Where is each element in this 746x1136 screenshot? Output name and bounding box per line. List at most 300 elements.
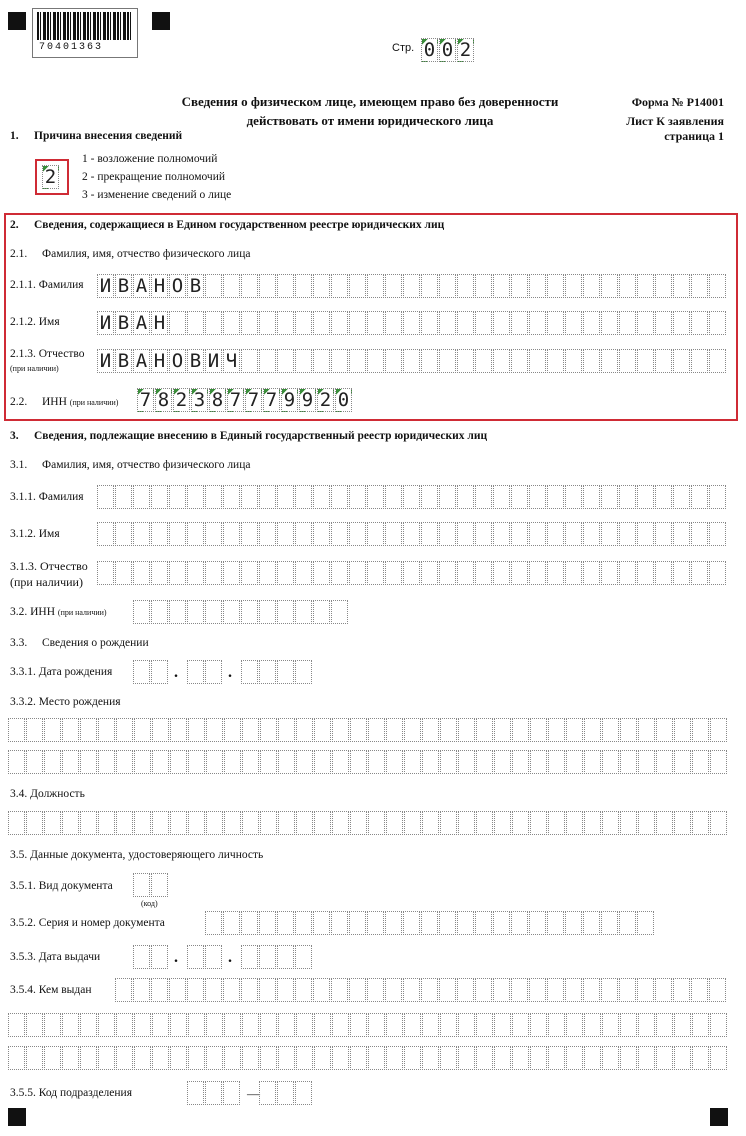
- input-cell[interactable]: [548, 750, 565, 774]
- input-cell[interactable]: [620, 1013, 637, 1037]
- input-cell[interactable]: [404, 718, 421, 742]
- input-cell[interactable]: [259, 522, 276, 546]
- input-cell[interactable]: [566, 811, 583, 835]
- input-cell[interactable]: [295, 911, 312, 935]
- input-cell[interactable]: [241, 945, 258, 969]
- input-cell[interactable]: [439, 978, 456, 1002]
- input-cell[interactable]: [151, 561, 168, 585]
- input-cell[interactable]: [152, 750, 169, 774]
- input-cell[interactable]: [205, 911, 222, 935]
- input-cell[interactable]: [260, 1046, 277, 1070]
- input-cell[interactable]: [475, 485, 492, 509]
- input-cell[interactable]: [313, 485, 330, 509]
- input-cell[interactable]: [115, 561, 132, 585]
- input-cell[interactable]: [547, 561, 564, 585]
- input-cell[interactable]: [44, 811, 61, 835]
- input-cell[interactable]: [529, 311, 546, 335]
- input-cell[interactable]: [277, 911, 294, 935]
- input-cell[interactable]: [601, 274, 618, 298]
- input-cell[interactable]: [655, 561, 672, 585]
- input-cell[interactable]: [547, 911, 564, 935]
- input-cell[interactable]: [493, 311, 510, 335]
- input-cell[interactable]: [475, 349, 492, 373]
- input-cell[interactable]: А: [133, 349, 150, 373]
- input-cell[interactable]: [566, 718, 583, 742]
- input-cell[interactable]: [403, 349, 420, 373]
- input-cell[interactable]: [421, 311, 438, 335]
- input-cell[interactable]: [259, 561, 276, 585]
- input-cell[interactable]: [404, 811, 421, 835]
- input-cell[interactable]: [8, 811, 25, 835]
- input-cell[interactable]: [673, 522, 690, 546]
- input-cell[interactable]: [331, 978, 348, 1002]
- input-cell[interactable]: [80, 811, 97, 835]
- input-cell[interactable]: [187, 561, 204, 585]
- input-cell[interactable]: [440, 1046, 457, 1070]
- input-cell[interactable]: [188, 750, 205, 774]
- input-cell[interactable]: В: [115, 349, 132, 373]
- input-cell[interactable]: [493, 561, 510, 585]
- input-cell[interactable]: [601, 911, 618, 935]
- input-cell[interactable]: [403, 522, 420, 546]
- input-cell[interactable]: [529, 522, 546, 546]
- input-cell[interactable]: [493, 274, 510, 298]
- input-cell[interactable]: [332, 718, 349, 742]
- input-cell[interactable]: [638, 811, 655, 835]
- input-cell[interactable]: [331, 600, 348, 624]
- input-cell[interactable]: [187, 485, 204, 509]
- input-cell[interactable]: [403, 311, 420, 335]
- input-cell[interactable]: [512, 750, 529, 774]
- input-cell[interactable]: [170, 1013, 187, 1037]
- input-cell[interactable]: [709, 522, 726, 546]
- input-cell[interactable]: [691, 522, 708, 546]
- input-cell[interactable]: [242, 1046, 259, 1070]
- input-cell[interactable]: [511, 349, 528, 373]
- input-cell[interactable]: [152, 811, 169, 835]
- input-cell[interactable]: [710, 750, 727, 774]
- input-cell[interactable]: [332, 750, 349, 774]
- input-cell[interactable]: [638, 1013, 655, 1037]
- input-cell[interactable]: [44, 750, 61, 774]
- input-cell[interactable]: [278, 1013, 295, 1037]
- page-digit-cell[interactable]: 0: [439, 38, 456, 62]
- input-cell[interactable]: [655, 485, 672, 509]
- input-cell[interactable]: [349, 561, 366, 585]
- input-cell[interactable]: [296, 811, 313, 835]
- input-cell[interactable]: [314, 750, 331, 774]
- input-cell[interactable]: [530, 718, 547, 742]
- input-cell[interactable]: [619, 911, 636, 935]
- input-cell[interactable]: [530, 1013, 547, 1037]
- input-cell[interactable]: [440, 718, 457, 742]
- input-cell[interactable]: [619, 978, 636, 1002]
- input-cell[interactable]: 2: [173, 388, 190, 412]
- input-cell[interactable]: [349, 522, 366, 546]
- input-cell[interactable]: [583, 311, 600, 335]
- input-cell[interactable]: [313, 311, 330, 335]
- input-cell[interactable]: В: [187, 349, 204, 373]
- input-cell[interactable]: [44, 1046, 61, 1070]
- input-cell[interactable]: [565, 522, 582, 546]
- input-cell[interactable]: [278, 811, 295, 835]
- input-cell[interactable]: [26, 1046, 43, 1070]
- input-cell[interactable]: [530, 811, 547, 835]
- input-cell[interactable]: [368, 1013, 385, 1037]
- input-cell[interactable]: [619, 311, 636, 335]
- input-cell[interactable]: [62, 718, 79, 742]
- input-cell[interactable]: В: [115, 274, 132, 298]
- input-cell[interactable]: [151, 522, 168, 546]
- input-cell[interactable]: [224, 1013, 241, 1037]
- input-cell[interactable]: [386, 718, 403, 742]
- input-cell[interactable]: [403, 978, 420, 1002]
- input-cell[interactable]: [367, 561, 384, 585]
- input-cell[interactable]: [313, 522, 330, 546]
- input-cell[interactable]: [439, 311, 456, 335]
- input-cell[interactable]: 0: [335, 388, 352, 412]
- input-cell[interactable]: [224, 1046, 241, 1070]
- input-cell[interactable]: [242, 718, 259, 742]
- input-cell[interactable]: [529, 349, 546, 373]
- input-cell[interactable]: [494, 1013, 511, 1037]
- input-cell[interactable]: [512, 1046, 529, 1070]
- input-cell[interactable]: [421, 349, 438, 373]
- input-cell[interactable]: [493, 911, 510, 935]
- input-cell[interactable]: [386, 750, 403, 774]
- input-cell[interactable]: [169, 311, 186, 335]
- input-cell[interactable]: [385, 349, 402, 373]
- input-cell[interactable]: [529, 911, 546, 935]
- input-cell[interactable]: [295, 561, 312, 585]
- input-cell[interactable]: [602, 750, 619, 774]
- input-cell[interactable]: [152, 718, 169, 742]
- input-cell[interactable]: [277, 660, 294, 684]
- input-cell[interactable]: [133, 978, 150, 1002]
- input-cell[interactable]: [296, 750, 313, 774]
- input-cell[interactable]: [277, 274, 294, 298]
- input-cell[interactable]: [367, 311, 384, 335]
- input-cell[interactable]: [655, 311, 672, 335]
- input-cell[interactable]: [277, 1081, 294, 1105]
- input-cell[interactable]: [655, 349, 672, 373]
- input-cell[interactable]: [619, 485, 636, 509]
- input-cell[interactable]: [439, 485, 456, 509]
- input-cell[interactable]: [26, 718, 43, 742]
- input-cell[interactable]: [349, 274, 366, 298]
- input-cell[interactable]: [368, 811, 385, 835]
- input-cell[interactable]: [206, 1013, 223, 1037]
- input-cell[interactable]: [457, 978, 474, 1002]
- input-cell[interactable]: [439, 522, 456, 546]
- input-cell[interactable]: [674, 1046, 691, 1070]
- input-cell[interactable]: [475, 911, 492, 935]
- input-cell[interactable]: [367, 911, 384, 935]
- input-cell[interactable]: [656, 1013, 673, 1037]
- input-cell[interactable]: [385, 978, 402, 1002]
- input-cell[interactable]: [566, 1046, 583, 1070]
- input-cell[interactable]: [80, 718, 97, 742]
- input-cell[interactable]: [638, 1046, 655, 1070]
- input-cell[interactable]: [709, 978, 726, 1002]
- input-cell[interactable]: [98, 1046, 115, 1070]
- input-cell[interactable]: [367, 274, 384, 298]
- input-cell[interactable]: [403, 911, 420, 935]
- input-cell[interactable]: [655, 274, 672, 298]
- input-cell[interactable]: [134, 1046, 151, 1070]
- input-cell[interactable]: [8, 750, 25, 774]
- input-cell[interactable]: [241, 561, 258, 585]
- input-cell[interactable]: [637, 274, 654, 298]
- input-cell[interactable]: [385, 311, 402, 335]
- input-cell[interactable]: [511, 522, 528, 546]
- input-cell[interactable]: [457, 522, 474, 546]
- input-cell[interactable]: [314, 1013, 331, 1037]
- input-cell[interactable]: [583, 349, 600, 373]
- input-cell[interactable]: [134, 718, 151, 742]
- input-cell[interactable]: [277, 600, 294, 624]
- input-cell[interactable]: [655, 978, 672, 1002]
- reason-cell[interactable]: 2: [42, 165, 59, 189]
- input-cell[interactable]: [620, 750, 637, 774]
- input-cell[interactable]: [584, 750, 601, 774]
- input-cell[interactable]: [206, 750, 223, 774]
- input-cell[interactable]: [277, 311, 294, 335]
- input-cell[interactable]: [692, 750, 709, 774]
- input-cell[interactable]: [620, 718, 637, 742]
- input-cell[interactable]: [313, 349, 330, 373]
- input-cell[interactable]: 7: [245, 388, 262, 412]
- input-cell[interactable]: [457, 485, 474, 509]
- input-cell[interactable]: [223, 911, 240, 935]
- input-cell[interactable]: [691, 485, 708, 509]
- input-cell[interactable]: [403, 561, 420, 585]
- input-cell[interactable]: [493, 978, 510, 1002]
- input-cell[interactable]: [170, 811, 187, 835]
- input-cell[interactable]: [494, 811, 511, 835]
- input-cell[interactable]: [692, 1046, 709, 1070]
- input-cell[interactable]: [278, 1046, 295, 1070]
- input-cell[interactable]: [331, 274, 348, 298]
- input-cell[interactable]: [547, 274, 564, 298]
- input-cell[interactable]: [691, 274, 708, 298]
- input-cell[interactable]: И: [205, 349, 222, 373]
- input-cell[interactable]: [277, 349, 294, 373]
- input-cell[interactable]: [673, 978, 690, 1002]
- input-cell[interactable]: [475, 522, 492, 546]
- input-cell[interactable]: [619, 274, 636, 298]
- input-cell[interactable]: [116, 1046, 133, 1070]
- input-cell[interactable]: [368, 750, 385, 774]
- input-cell[interactable]: [547, 485, 564, 509]
- input-cell[interactable]: [367, 978, 384, 1002]
- input-cell[interactable]: [278, 750, 295, 774]
- input-cell[interactable]: [548, 718, 565, 742]
- input-cell[interactable]: [565, 274, 582, 298]
- input-cell[interactable]: 9: [281, 388, 298, 412]
- input-cell[interactable]: [673, 274, 690, 298]
- input-cell[interactable]: 7: [137, 388, 154, 412]
- input-cell[interactable]: [314, 718, 331, 742]
- input-cell[interactable]: [403, 485, 420, 509]
- input-cell[interactable]: [133, 600, 150, 624]
- input-cell[interactable]: [296, 1013, 313, 1037]
- input-cell[interactable]: О: [169, 274, 186, 298]
- input-cell[interactable]: [80, 1013, 97, 1037]
- input-cell[interactable]: 7: [227, 388, 244, 412]
- input-cell[interactable]: [259, 1081, 276, 1105]
- input-cell[interactable]: [422, 718, 439, 742]
- input-cell[interactable]: [674, 811, 691, 835]
- input-cell[interactable]: [403, 274, 420, 298]
- input-cell[interactable]: [385, 522, 402, 546]
- input-cell[interactable]: [314, 811, 331, 835]
- input-cell[interactable]: [691, 561, 708, 585]
- input-cell[interactable]: [8, 1013, 25, 1037]
- input-cell[interactable]: [440, 811, 457, 835]
- input-cell[interactable]: [98, 1013, 115, 1037]
- input-cell[interactable]: [367, 485, 384, 509]
- input-cell[interactable]: [565, 311, 582, 335]
- input-cell[interactable]: [133, 945, 150, 969]
- input-cell[interactable]: [296, 1046, 313, 1070]
- input-cell[interactable]: [584, 1046, 601, 1070]
- input-cell[interactable]: [710, 1013, 727, 1037]
- input-cell[interactable]: [97, 561, 114, 585]
- input-cell[interactable]: [133, 660, 150, 684]
- input-cell[interactable]: [241, 311, 258, 335]
- input-cell[interactable]: [350, 811, 367, 835]
- input-cell[interactable]: [493, 485, 510, 509]
- input-cell[interactable]: [421, 274, 438, 298]
- input-cell[interactable]: [458, 750, 475, 774]
- input-cell[interactable]: [602, 718, 619, 742]
- input-cell[interactable]: [133, 522, 150, 546]
- input-cell[interactable]: [494, 750, 511, 774]
- input-cell[interactable]: [656, 718, 673, 742]
- input-cell[interactable]: [187, 311, 204, 335]
- input-cell[interactable]: [439, 911, 456, 935]
- input-cell[interactable]: [602, 811, 619, 835]
- input-cell[interactable]: [169, 600, 186, 624]
- input-cell[interactable]: [62, 1013, 79, 1037]
- input-cell[interactable]: [350, 718, 367, 742]
- input-cell[interactable]: [475, 274, 492, 298]
- input-cell[interactable]: [206, 718, 223, 742]
- input-cell[interactable]: [386, 1013, 403, 1037]
- input-cell[interactable]: [386, 1046, 403, 1070]
- input-cell[interactable]: В: [187, 274, 204, 298]
- input-cell[interactable]: [205, 274, 222, 298]
- input-cell[interactable]: [494, 1046, 511, 1070]
- input-cell[interactable]: [98, 811, 115, 835]
- input-cell[interactable]: [260, 750, 277, 774]
- input-cell[interactable]: [673, 311, 690, 335]
- input-cell[interactable]: [44, 718, 61, 742]
- input-cell[interactable]: [421, 485, 438, 509]
- input-cell[interactable]: [422, 1046, 439, 1070]
- input-cell[interactable]: [475, 978, 492, 1002]
- input-cell[interactable]: [440, 750, 457, 774]
- input-cell[interactable]: [404, 1046, 421, 1070]
- input-cell[interactable]: [116, 811, 133, 835]
- input-cell[interactable]: [512, 811, 529, 835]
- input-cell[interactable]: [295, 600, 312, 624]
- input-cell[interactable]: 8: [155, 388, 172, 412]
- input-cell[interactable]: [637, 911, 654, 935]
- input-cell[interactable]: [566, 750, 583, 774]
- input-cell[interactable]: [241, 349, 258, 373]
- input-cell[interactable]: [457, 311, 474, 335]
- input-cell[interactable]: [295, 522, 312, 546]
- input-cell[interactable]: [655, 522, 672, 546]
- input-cell[interactable]: [511, 485, 528, 509]
- input-cell[interactable]: [475, 311, 492, 335]
- input-cell[interactable]: [710, 1046, 727, 1070]
- input-cell[interactable]: [223, 561, 240, 585]
- input-cell[interactable]: [241, 978, 258, 1002]
- input-cell[interactable]: [313, 911, 330, 935]
- input-cell[interactable]: [295, 311, 312, 335]
- input-cell[interactable]: [385, 485, 402, 509]
- input-cell[interactable]: [241, 600, 258, 624]
- input-cell[interactable]: [26, 1013, 43, 1037]
- input-cell[interactable]: [637, 978, 654, 1002]
- input-cell[interactable]: [151, 485, 168, 509]
- input-cell[interactable]: [116, 750, 133, 774]
- input-cell[interactable]: [259, 945, 276, 969]
- input-cell[interactable]: Ч: [223, 349, 240, 373]
- input-cell[interactable]: [583, 522, 600, 546]
- input-cell[interactable]: [565, 485, 582, 509]
- input-cell[interactable]: [98, 718, 115, 742]
- input-cell[interactable]: [566, 1013, 583, 1037]
- input-cell[interactable]: [584, 718, 601, 742]
- input-cell[interactable]: [259, 349, 276, 373]
- input-cell[interactable]: [260, 811, 277, 835]
- input-cell[interactable]: Н: [151, 274, 168, 298]
- input-cell[interactable]: [511, 978, 528, 1002]
- input-cell[interactable]: [548, 811, 565, 835]
- input-cell[interactable]: [62, 811, 79, 835]
- input-cell[interactable]: [134, 1013, 151, 1037]
- input-cell[interactable]: [583, 485, 600, 509]
- input-cell[interactable]: [529, 485, 546, 509]
- input-cell[interactable]: [368, 718, 385, 742]
- input-cell[interactable]: [637, 349, 654, 373]
- input-cell[interactable]: [187, 600, 204, 624]
- input-cell[interactable]: [242, 811, 259, 835]
- input-cell[interactable]: [295, 485, 312, 509]
- input-cell[interactable]: [565, 561, 582, 585]
- input-cell[interactable]: 8: [209, 388, 226, 412]
- input-cell[interactable]: [295, 945, 312, 969]
- input-cell[interactable]: [475, 561, 492, 585]
- input-cell[interactable]: [349, 911, 366, 935]
- input-cell[interactable]: [493, 349, 510, 373]
- input-cell[interactable]: [673, 561, 690, 585]
- input-cell[interactable]: [188, 1013, 205, 1037]
- input-cell[interactable]: [530, 1046, 547, 1070]
- input-cell[interactable]: [313, 561, 330, 585]
- input-cell[interactable]: [205, 660, 222, 684]
- input-cell[interactable]: [692, 811, 709, 835]
- input-cell[interactable]: [620, 1046, 637, 1070]
- input-cell[interactable]: [332, 1046, 349, 1070]
- input-cell[interactable]: [674, 1013, 691, 1037]
- input-cell[interactable]: [331, 911, 348, 935]
- input-cell[interactable]: [151, 873, 168, 897]
